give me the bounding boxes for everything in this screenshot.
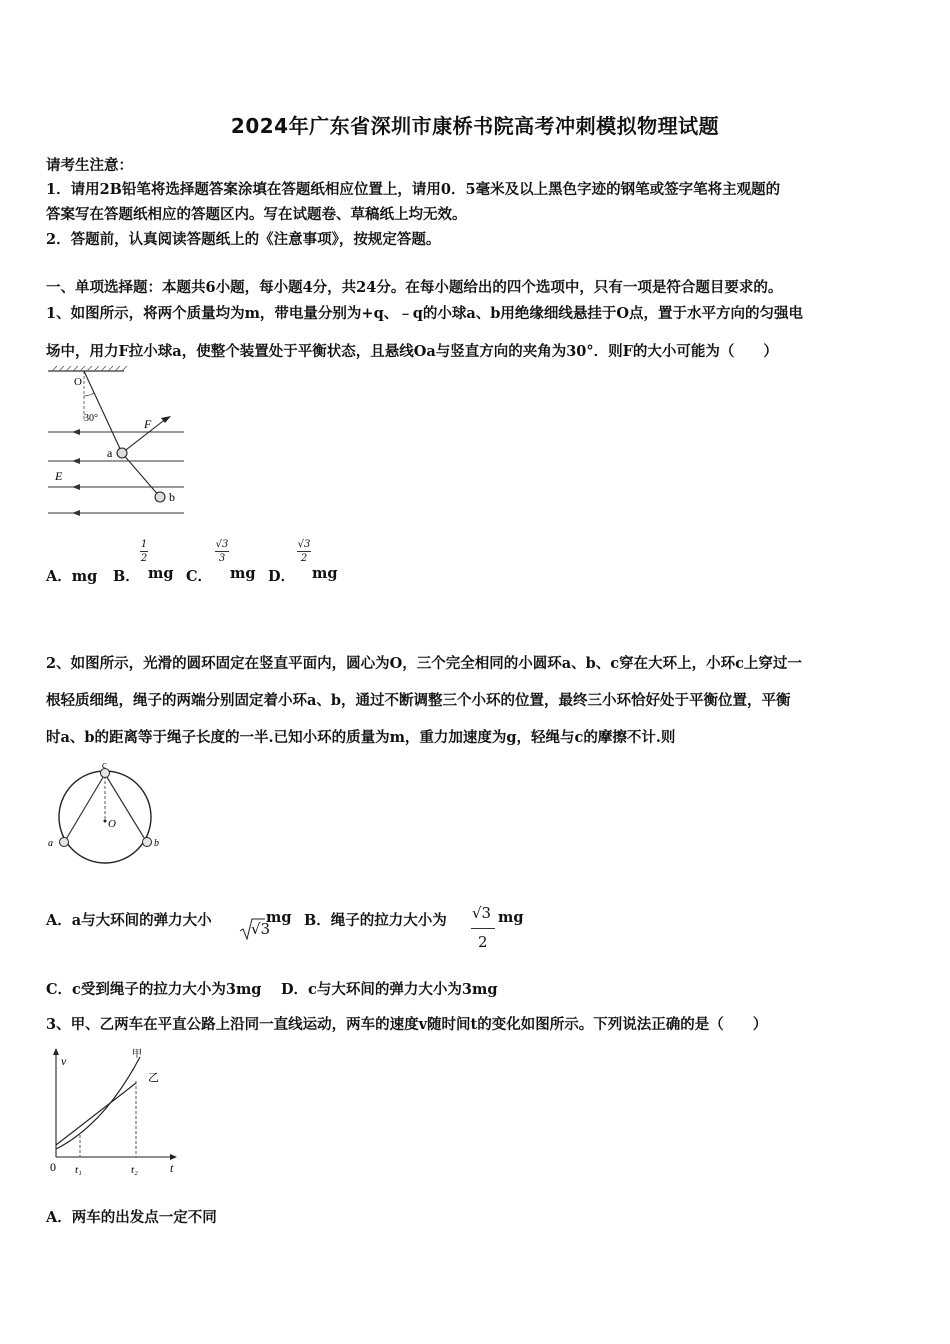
- q2-line-3: 时a、b的距离等于绳子长度的一半.已知小环的质量为m，重力加速度为g，轻绳与c的摩擦不计.则: [46, 729, 676, 746]
- q2-option-b-den: 2: [478, 933, 488, 951]
- label-O: O: [74, 376, 82, 388]
- label-F: F: [144, 417, 152, 431]
- q1-frac-b-num: 1: [140, 539, 148, 550]
- q1-option-d-mg: mg: [312, 565, 338, 582]
- q1-figure: [44, 366, 194, 521]
- q1-frac-c-num: √3: [215, 539, 229, 550]
- q2-option-b-num: √3: [472, 904, 492, 922]
- label-v: v: [61, 1054, 67, 1068]
- q1-frac-c-den: 3: [218, 553, 226, 564]
- ring-b: [143, 838, 152, 847]
- q2-option-a-sqrt: √3: [251, 920, 271, 938]
- label-E: E: [55, 469, 63, 483]
- ball-b: [155, 492, 165, 502]
- line-yi: [56, 1083, 136, 1145]
- notice-line-1b: 答案写在答题纸相应的答题区内。写在试题卷、草稿纸上均无效。: [46, 206, 467, 223]
- label-zero: 0: [50, 1160, 56, 1174]
- label-t1: t₁: [75, 1164, 82, 1176]
- q1-option-b-mg: mg: [148, 565, 174, 582]
- label-b: b: [154, 838, 159, 849]
- section-heading: 一、单项选择题：本题共6小题，每小题4分，共24分。在每小题给出的四个选项中，只有一项是符合题目要求的。: [46, 279, 783, 296]
- ring-a: [60, 838, 69, 847]
- q1-option-c: C．: [186, 568, 213, 585]
- q2-option-b-mg: mg: [498, 909, 524, 926]
- q3-line-1: 3、甲、乙两车在平直公路上沿同一直线运动，两车的速度v随时间t的变化如图所示。下列说法正确的是（ ）: [46, 1016, 768, 1033]
- label-t: t: [170, 1161, 174, 1175]
- q1-option-c-mg: mg: [230, 565, 256, 582]
- q2-line-2: 根轻质细绳，绳子的两端分别固定着小环a、b，通过不断调整三个小环的位置，最终三小环恰好处于平衡位置，平衡: [46, 692, 791, 709]
- q3-option-a: A．两车的出发点一定不同: [46, 1209, 217, 1226]
- label-yi: 乙: [148, 1072, 159, 1084]
- q2-option-a: A．a与大环间的弹力大小: [46, 912, 212, 929]
- q2-options-cd: C．c受到绳子的拉力大小为3mg D．c与大环间的弹力大小为3mg: [46, 981, 498, 998]
- q2-option-b: B．绳子的拉力大小为: [304, 912, 447, 929]
- q2-figure: [44, 760, 174, 870]
- q1-option-a: A．mg: [46, 568, 98, 585]
- q1-line-1: 1、如图所示，将两个质量均为m，带电量分别为+q、﹣q的小球a、b用绝缘细线悬挂于O点，置于水平方向的匀强电: [46, 305, 804, 322]
- notice-line-2: 2．答题前，认真阅读答题纸上的《注意事项》，按规定答题。: [46, 231, 441, 248]
- label-c: c: [102, 760, 107, 771]
- q3-figure: [44, 1045, 184, 1180]
- label-a: a: [107, 446, 113, 460]
- q1-line-2: 场中，用力F拉小球a，使整个装置处于平衡状态，且悬线Oa与竖直方向的夹角为30°．则F的大小可能为（ ）: [46, 343, 778, 360]
- page-title: 2024年广东省深圳市康桥书院高考冲刺模拟物理试题: [230, 114, 720, 138]
- notice-line-1a: 1．请用2B铅笔将选择题答案涂填在答题纸相应位置上，请用0．5毫米及以上黑色字迹的钢笔或签字笔将主观题的: [46, 181, 781, 198]
- q1-option-d: D．: [268, 568, 296, 585]
- notice-heading: 请考生注意：: [46, 157, 133, 174]
- label-b: b: [169, 490, 175, 504]
- label-angle: 30°: [84, 413, 98, 424]
- q1-option-b: B．: [113, 568, 140, 585]
- q2-line-1: 2、如图所示，光滑的圆环固定在竖直平面内，圆心为O，三个完全相同的小圆环a、b、c穿在大环上，小环c上穿过一: [46, 655, 802, 672]
- q2-option-a-mg: mg: [266, 909, 292, 926]
- label-O: O: [108, 818, 116, 830]
- q1-frac-b-den: 2: [140, 553, 148, 564]
- ball-a: [117, 448, 127, 458]
- q1-frac-d-den: 2: [300, 553, 308, 564]
- label-a: a: [48, 838, 53, 849]
- q1-frac-d-num: √3: [297, 539, 311, 550]
- label-jia: 甲: [132, 1049, 142, 1060]
- label-t2: t₂: [131, 1164, 138, 1176]
